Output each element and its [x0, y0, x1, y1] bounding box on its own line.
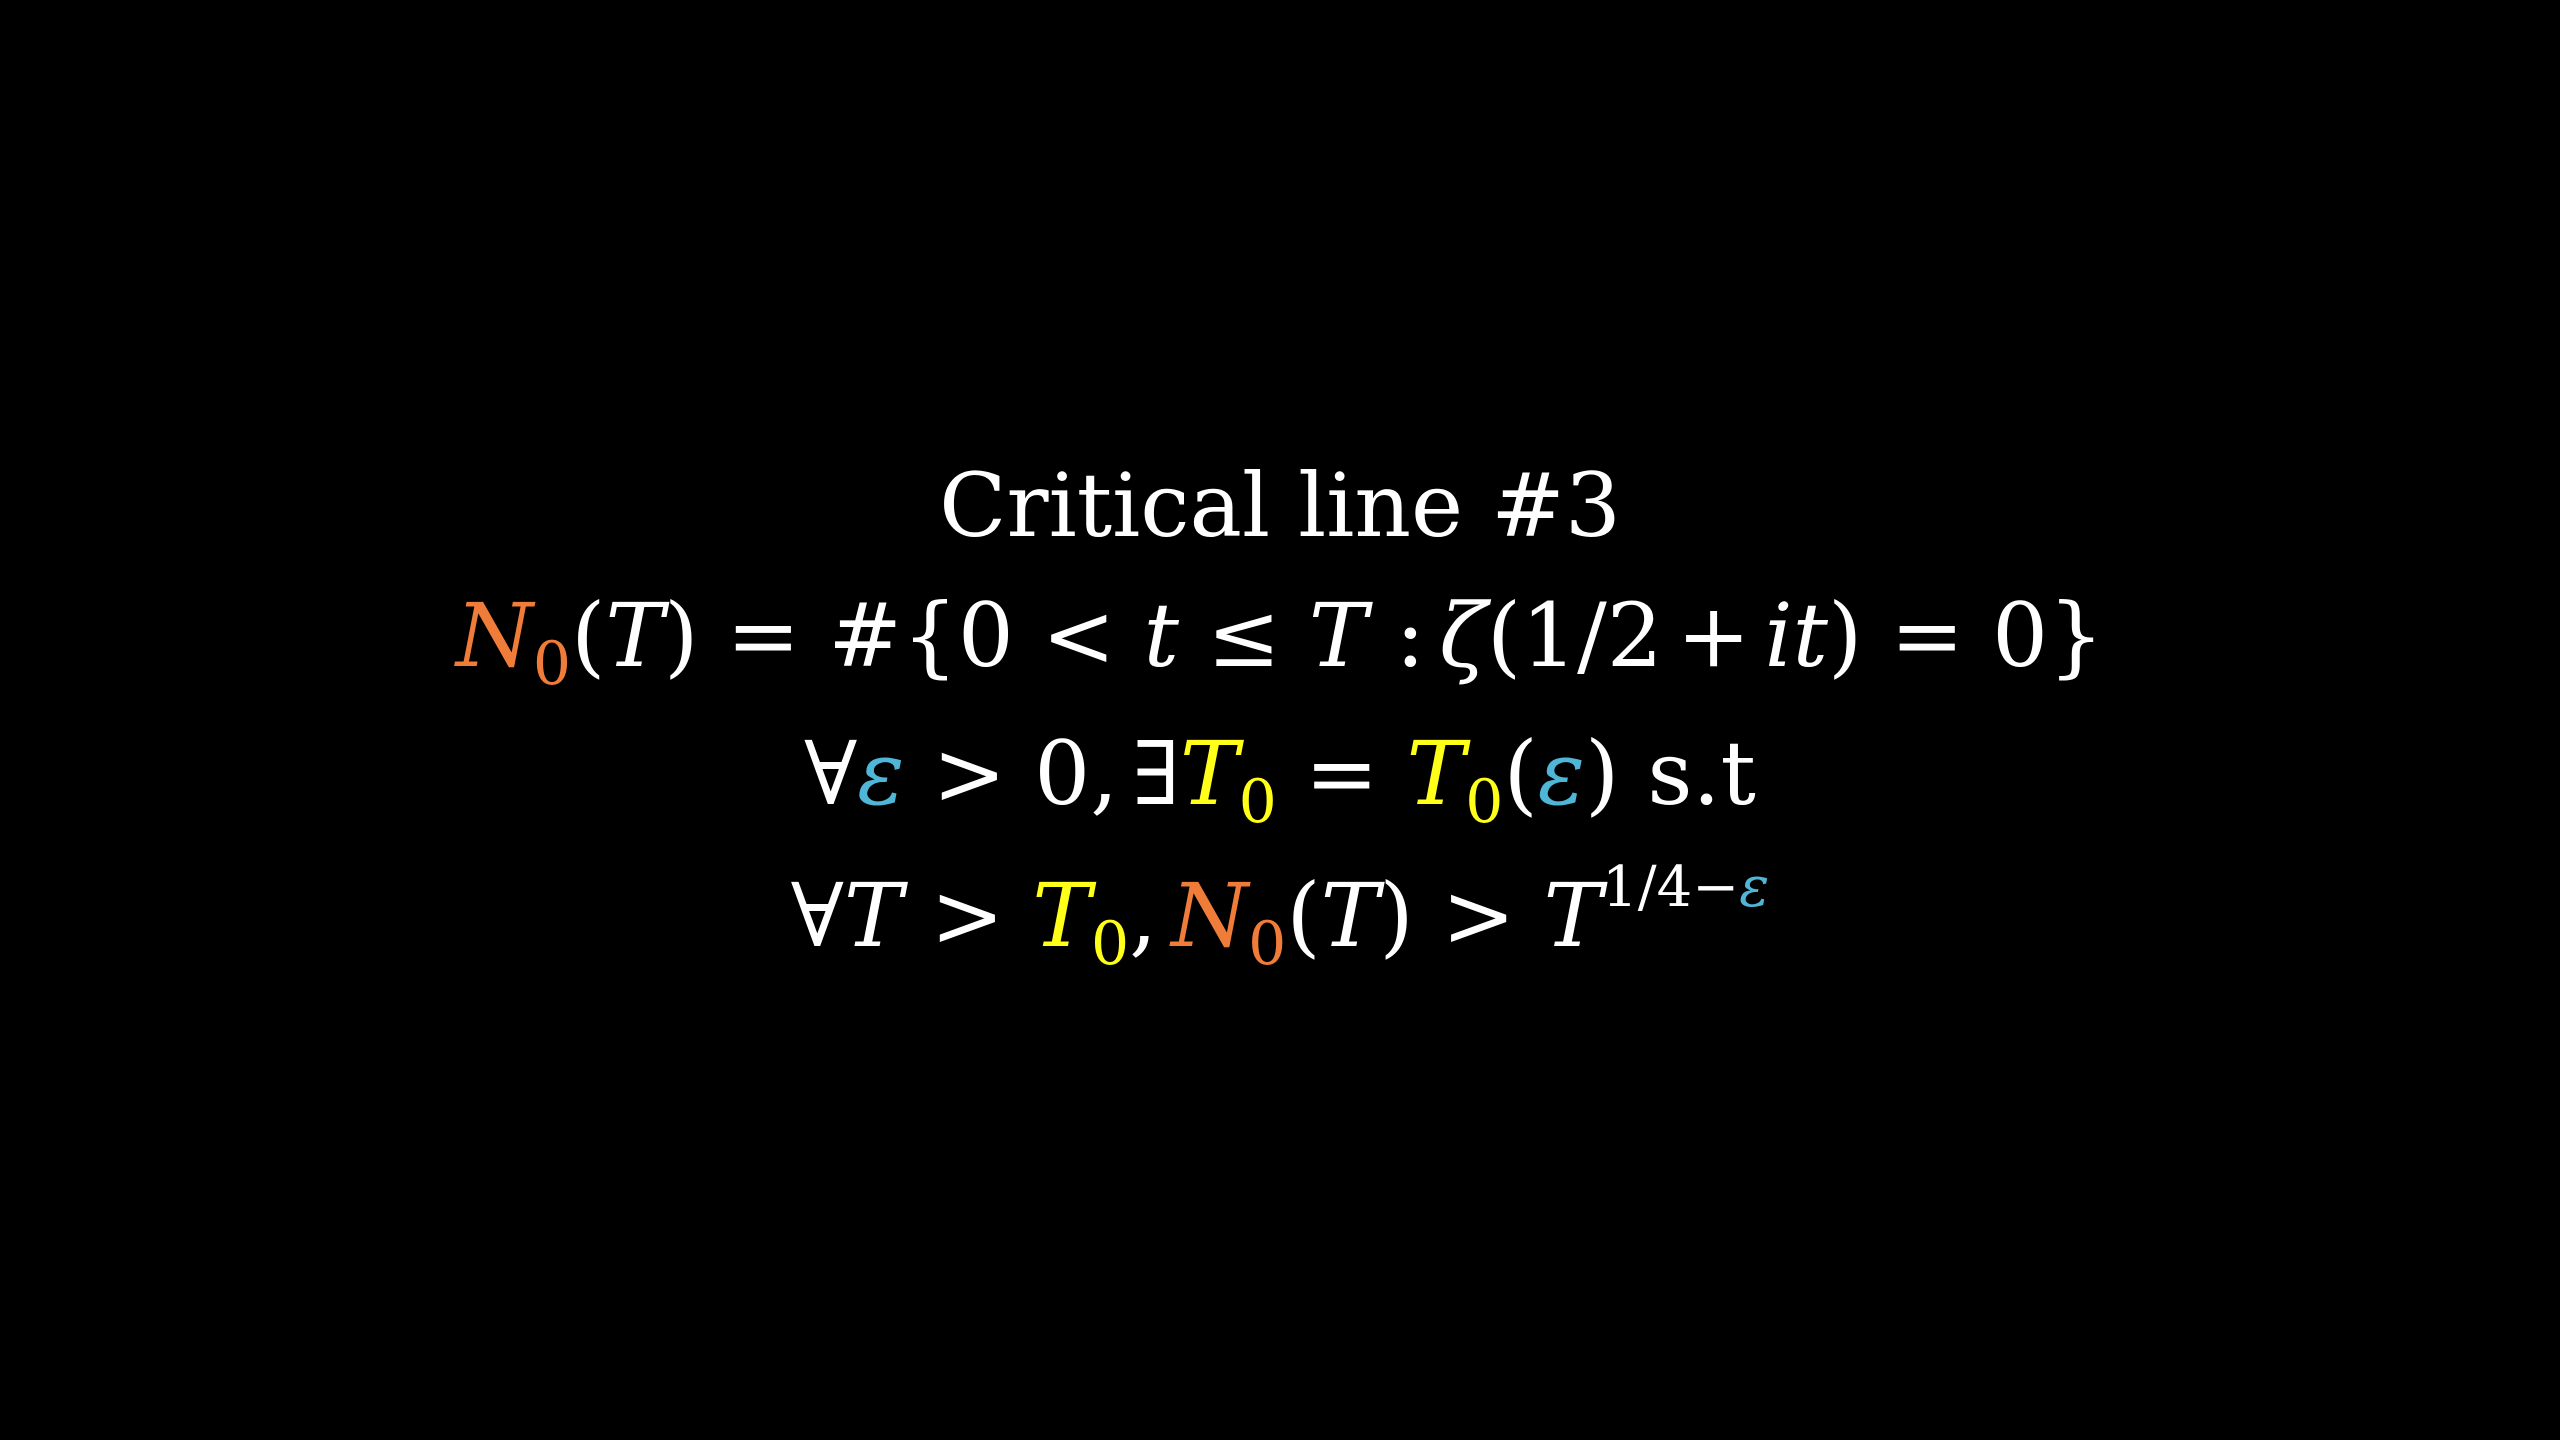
paren-open: (	[1503, 722, 1538, 825]
N0-symbol: $N_0$	[455, 584, 572, 699]
forall-symbol: ∀	[790, 864, 844, 967]
equals-sign: =	[1304, 722, 1379, 825]
less-equal: ≤	[1207, 584, 1281, 687]
set-close: 0}	[1992, 584, 2105, 687]
plus-sign: +	[1676, 584, 1751, 687]
formula-lower-bound	[0, 855, 2560, 979]
T-variable: T	[843, 864, 903, 967]
T-variable: T	[1320, 864, 1380, 967]
T0-symbol: $T_0$	[1406, 722, 1504, 837]
paren-open: (	[1286, 864, 1321, 967]
greater-than: >	[930, 864, 1005, 967]
zeta-argument-close: )	[1828, 584, 1863, 687]
it-term: it	[1764, 584, 1829, 687]
such-that-text: s.t	[1647, 722, 1756, 825]
t-variable: t	[1143, 584, 1180, 687]
slide-title: Critical line #3	[939, 454, 1621, 557]
paren-close: )	[1585, 722, 1620, 825]
T-variable: T	[1543, 864, 1603, 967]
epsilon-symbol: ε	[1537, 722, 1586, 825]
paren-close: )	[1379, 864, 1414, 967]
exponent: 1/4−ε	[1602, 855, 1770, 920]
formula-epsilon-condition	[0, 722, 2560, 837]
comma: ,	[1129, 864, 1158, 967]
less-than: <	[1041, 584, 1116, 687]
zero-comma: 0,	[1034, 722, 1119, 825]
epsilon-symbol: ε	[857, 722, 905, 825]
paren-open: (	[571, 584, 606, 687]
epsilon-symbol: ε	[1739, 855, 1770, 920]
forall-symbol: ∀	[804, 722, 858, 825]
equals-sign: =	[726, 584, 801, 687]
zeta-symbol: ζ	[1439, 584, 1487, 687]
greater-than: >	[1441, 864, 1516, 967]
zeta-argument-open: (1/2	[1486, 584, 1663, 687]
set-open: #{0	[828, 584, 1014, 687]
colon: :	[1395, 584, 1426, 687]
T-variable: T	[1308, 584, 1368, 687]
greater-than: >	[932, 722, 1007, 825]
equals-sign: =	[1890, 584, 1965, 687]
exists-symbol: ∃	[1132, 722, 1180, 825]
T0-symbol: $T_0$	[1179, 722, 1277, 837]
T0-symbol: $T_0$	[1032, 864, 1130, 979]
N0-symbol: $N_0$	[1171, 864, 1287, 979]
paren-close: )	[664, 584, 699, 687]
T-variable: T	[605, 584, 665, 687]
formula-counting-function	[0, 584, 2560, 699]
